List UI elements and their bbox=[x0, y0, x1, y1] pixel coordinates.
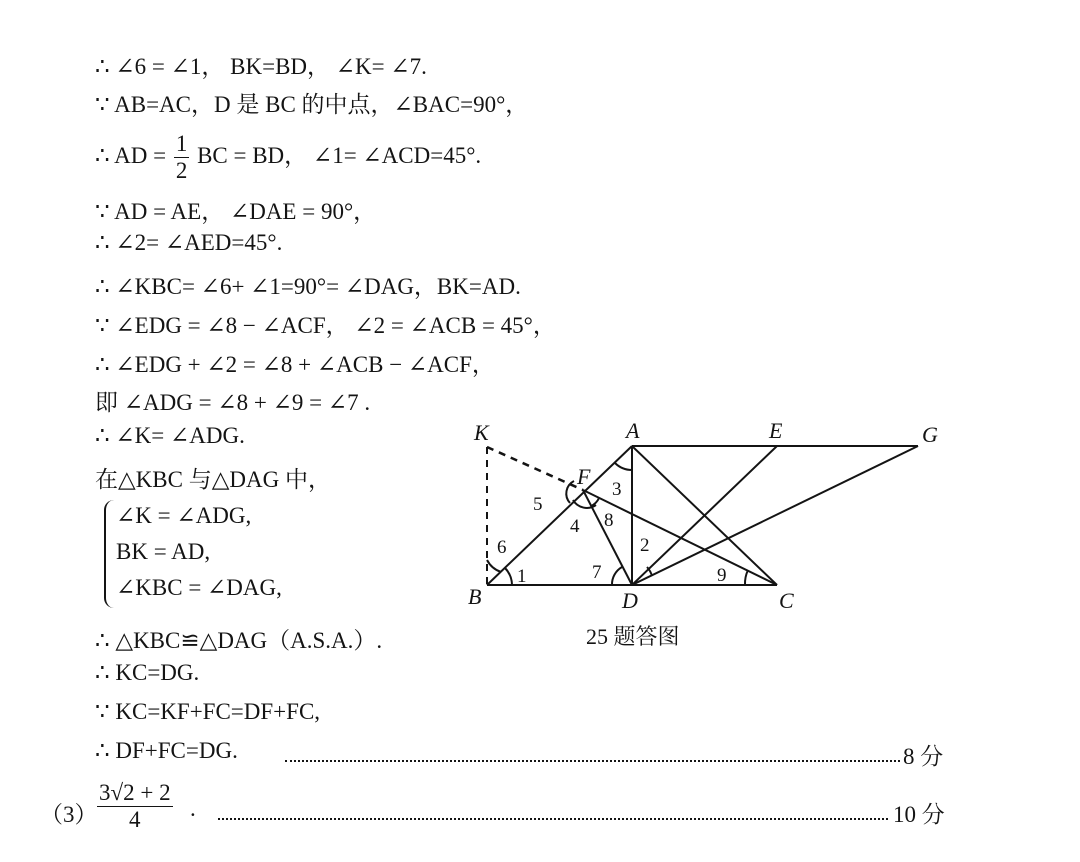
angle-label-1: 1 bbox=[517, 566, 527, 587]
point-K-label: K bbox=[474, 420, 489, 445]
proof-line-3-suffix: BC = BD， ∠1= ∠ACD=45°. bbox=[197, 143, 482, 169]
system-line-3: ∠KBC = ∠DAG, bbox=[116, 575, 282, 600]
part3-label: （3） bbox=[40, 802, 98, 827]
proof-line-12: ∴ △KBC≌△DAG（A.S.A.）. bbox=[95, 628, 383, 653]
angle-arc-9 bbox=[745, 570, 748, 585]
angle-arc-4 bbox=[573, 500, 596, 508]
proof-line-6: ∴ ∠KBC= ∠6+ ∠1=90°= ∠DAG，BK=AD. bbox=[95, 274, 521, 299]
angle-arc-3 bbox=[615, 463, 632, 470]
proof-line-3-prefix: ∴ AD = bbox=[95, 143, 167, 169]
proof-line-15: ∴ DF+FC=DG. bbox=[95, 738, 238, 763]
angle-label-2: 2 bbox=[640, 535, 650, 556]
point-G-label: G bbox=[922, 422, 938, 447]
score-10: 10 分 bbox=[893, 802, 945, 827]
angle-arc-7 bbox=[612, 567, 622, 585]
figure-caption: 25 题答图 bbox=[586, 624, 680, 649]
point-B-label: B bbox=[468, 584, 482, 609]
angle-label-8: 8 bbox=[604, 510, 614, 531]
point-F-label: F bbox=[577, 464, 591, 489]
proof-line-1: ∴ ∠6 = ∠1， BK=BD， ∠K= ∠7. bbox=[95, 54, 427, 79]
system-line-2: BK = AD, bbox=[116, 539, 211, 564]
segment-FD bbox=[583, 490, 632, 585]
point-A-label: A bbox=[626, 418, 640, 443]
proof-line-11: 在△KBC 与△DAG 中， bbox=[95, 467, 331, 492]
angle-arc-6 bbox=[487, 560, 501, 572]
fraction-denominator: 2 bbox=[175, 158, 188, 184]
proof-line-7: ∵ ∠EDG = ∠8 − ∠ACF， ∠2 = ∠ACB = 45°， bbox=[95, 313, 556, 338]
angle-label-9: 9 bbox=[717, 565, 727, 586]
part3-denominator: 4 bbox=[129, 807, 141, 833]
fraction-numerator: 1 bbox=[174, 131, 190, 158]
proof-line-2: ∵ AB=AC，D 是 BC 的中点，∠BAC=90°， bbox=[95, 92, 529, 117]
angle-label-3: 3 bbox=[612, 479, 622, 500]
proof-line-13: ∴ KC=DG. bbox=[95, 660, 200, 685]
point-C-label: C bbox=[779, 588, 794, 613]
angle-arc-1 bbox=[505, 568, 512, 585]
proof-line-5: ∴ ∠2= ∠AED=45°. bbox=[95, 230, 283, 255]
segment-DG bbox=[632, 446, 918, 585]
angle-label-6: 6 bbox=[497, 537, 507, 558]
part3-period: . bbox=[190, 796, 196, 821]
point-D-label: D bbox=[622, 588, 638, 613]
proof-line-10: ∴ ∠K= ∠ADG. bbox=[95, 423, 245, 448]
angle-label-7: 7 bbox=[592, 562, 602, 583]
proof-line-14: ∵ KC=KF+FC=DF+FC, bbox=[95, 699, 321, 724]
angle-label-4: 4 bbox=[570, 516, 580, 537]
score-8: 8 分 bbox=[903, 744, 944, 769]
part3-numerator: 3√2 + 2 bbox=[97, 780, 173, 807]
point-E-label: E bbox=[769, 418, 783, 443]
proof-line-4: ∵ AD = AE， ∠DAE = 90°， bbox=[95, 199, 377, 224]
segment-KF bbox=[487, 447, 583, 490]
system-line-1: ∠K = ∠ADG, bbox=[116, 503, 252, 528]
proof-line-9: 即 ∠ADG = ∠8 + ∠9 = ∠7 . bbox=[95, 390, 371, 415]
angle-label-5: 5 bbox=[533, 494, 543, 515]
proof-line-8: ∴ ∠EDG + ∠2 = ∠8 + ∠ACB − ∠ACF， bbox=[95, 352, 495, 377]
